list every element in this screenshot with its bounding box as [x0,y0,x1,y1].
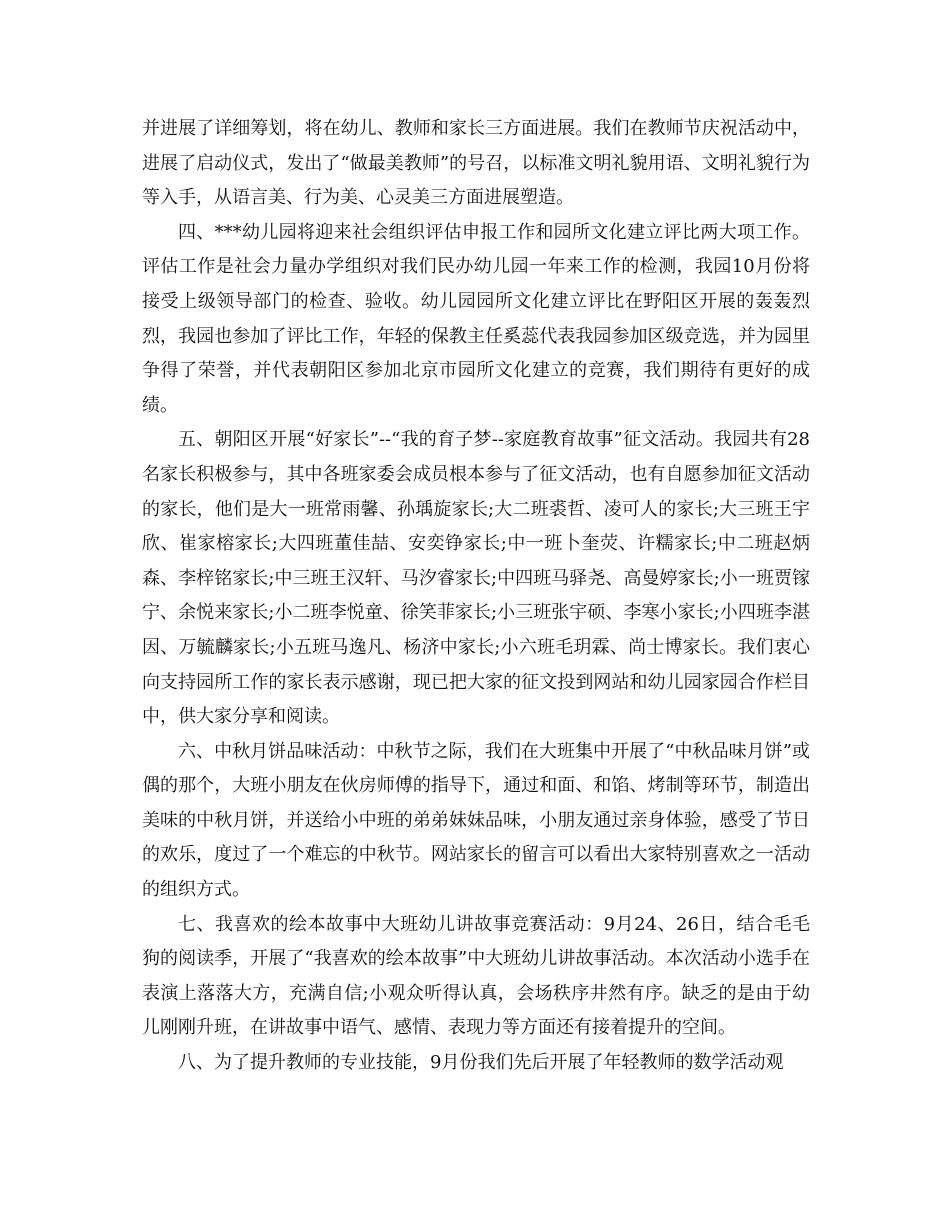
paragraph-5: 七、我喜欢的绘本故事中大班幼儿讲故事竞赛活动：9月24、26日，结合毛毛狗的阅读季，开展了“我喜欢的绘本故事”中大班幼儿讲故事活动。本次活动小选手在表演上落落大方，充满自信;小观众听得认真，会场秩序井然有序。缺乏的是由于幼儿刚刚升班，在讲故事中语气、感情、表现力等方面还有接着提升的空间。 [142,913,810,1039]
document-page [142,112,810,1081]
paragraph-4: 六、中秋月饼品味活动：中秋节之际，我们在大班集中开展了“中秋品味月饼”或偶的那个，大班小朋友在伙房师傅的指导下，通过和面、和馅、烤制等环节，制造出美味的中秋月饼，并送给小中班的弟弟妹妹品味，小朋友通过亲身体验，感受了节日的欢乐，度过了一个难忘的中秋节。网站家长的留言可以看出大家特别喜欢之一活动的组织方式。 [142,740,810,901]
paragraph-2: 四、***幼儿园将迎来社会组织评估申报工作和园所文化建立评比两大项工作。评估工作是社会力量办学组织对我们民办幼儿园一年来工作的检测，我园10月份将接受上级领导部门的检查、验收。幼儿园园所文化建立评比在野阳区开展的轰轰烈烈，我园也参加了评比工作，年轻的保教主任奚蕊代表我园参加区级竞选，并为园里争得了荣誉，并代表朝阳区参加北京市园所文化建立的竞赛，我们期待有更好的成绩。 [142,221,810,416]
paragraph-1: 并进展了详细筹划，将在幼儿、教师和家长三方面进展。我们在教师节庆祝活动中，进展了启动仪式，发出了“做最美教师”的号召，以标准文明礼貌用语、文明礼貌行为等入手，从语言美、行为美、心灵美三方面进展塑造。 [142,118,810,209]
paragraph-6: 八、为了提升教师的专业技能，9月份我们先后开展了年轻教师的数学活动观 [178,1052,784,1074]
paragraph-3: 五、朝阳区开展“好家长”--“我的育子梦--家庭教育故事”征文活动。我园共有28名家长积极参与，其中各班家委会成员根本参与了征文活动，也有自愿参加征文活动的家长，他们是大一班常雨馨、孙瑀旋家长;大二班裘哲、凌可人的家长;大三班王宇欣、崔家榕家长;大四班董佳喆、安奕铮家长;中一班卜奎荧、许糯家长;中二班赵炳森、李梓铭家长;中三班王汉轩、马汐睿家长;中四班马驿尧、高曼婷家长;小一班贾镓宁、余悦来家长;小二班李悦童、徐笑菲家长;小三班张宇硕、李寒小家长;小四班李湛因、万毓麟家长;小五班马逸凡、杨济中家长;小六班毛玥霖、尚士博家长。我们衷心向支持园所工作的家长表示感谢，现已把大家的征文投到网站和幼儿园家园合作栏目中，供大家分享和阅读。 [142,429,810,728]
